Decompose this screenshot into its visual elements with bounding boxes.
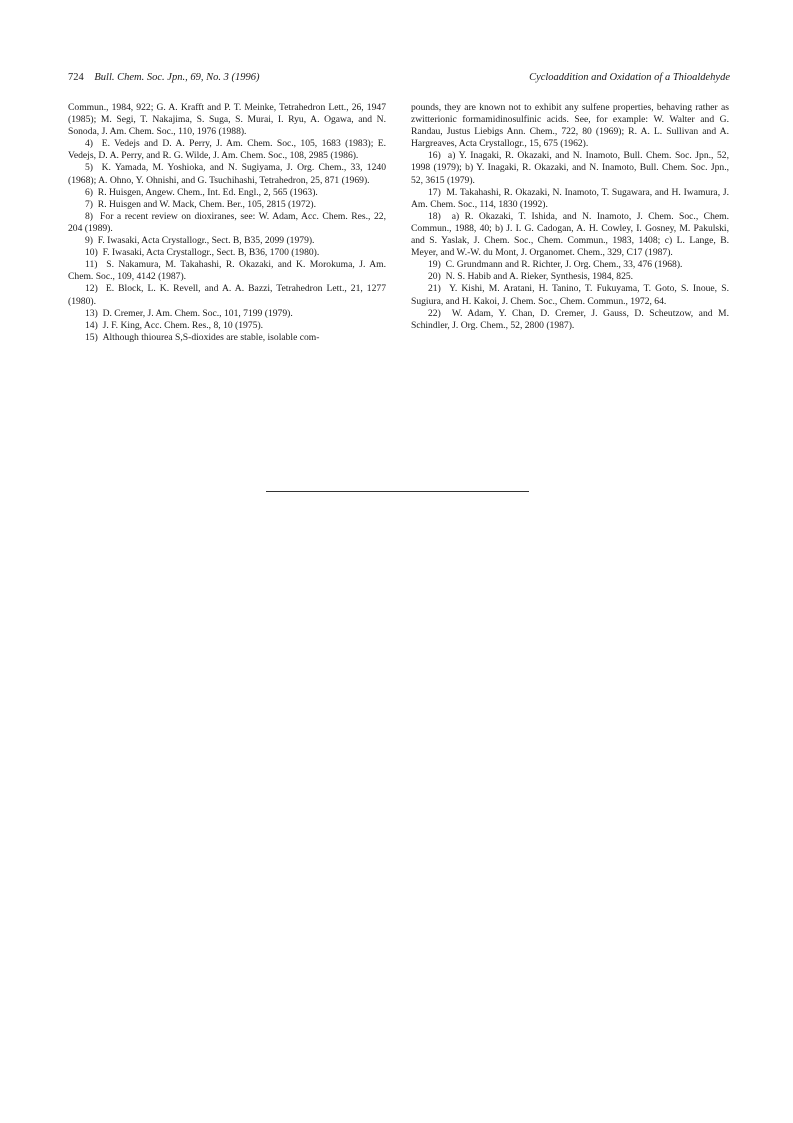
reference-entry: 17) M. Takahashi, R. Okazaki, N. Inamoto, T. Sugawara, and H. Iwamura, J. Am. Chem. Soc., 114, 1830 (1992).: [411, 186, 729, 210]
reference-entry: 6) R. Huisgen, Angew. Chem., Int. Ed. Engl., 2, 565 (1963).: [85, 186, 318, 198]
reference-entry: 22) W. Adam, Y. Chan, D. Cremer, J. Gauss, D. Scheutzow, and M. Schindler, J. Org. Chem., 52, 2800 (1987).: [411, 307, 729, 331]
references-right-column: [411, 102, 729, 332]
reference-entry: 11) S. Nakamura, M. Takahashi, R. Okazaki, and K. Morokuma, J. Am. Chem. Soc., 109, 4142 (1987).: [68, 259, 386, 283]
reference-entry: 14) J. F. King, Acc. Chem. Res., 8, 10 (1975).: [85, 319, 264, 331]
running-header: [68, 72, 730, 86]
reference-entry: pounds, they are known not to exhibit any sulfene properties, behaving rather as zwitterionic formamidinosulfinic acids. See, for example: W. Walter and G. Randau, Justus Liebigs Ann. Chem., 722, 80 (1969); R. A. L. Sullivan and A. Hargreaves, Acta Crystallogr., 15, 675 (1962).: [411, 102, 729, 150]
reference-entry: 20) N. S. Habib and A. Rieker, Synthesis, 1984, 825.: [428, 271, 634, 283]
reference-entry: 5) K. Yamada, M. Yoshioka, and N. Sugiyama, J. Org. Chem., 33, 1240 (1968); A. Ohno, Y. Ohnishi, and G. Tsuchihashi, Tetrahedron, 25, 871 (1969).: [68, 162, 386, 186]
page-number: 724: [68, 72, 84, 83]
reference-entry: 16) a) Y. Inagaki, R. Okazaki, and N. Inamoto, Bull. Chem. Soc. Jpn., 52, 1998 (1979); b) Y. Inagaki, R. Okazaki, and N. Inamoto, Bull. Chem. Soc. Jpn., 52, 3615 (1979).: [411, 150, 729, 186]
reference-entry: 15) Although thiourea S,S-dioxides are stable, isolable com-: [85, 331, 320, 343]
journal-citation: Bull. Chem. Soc. Jpn., 69, No. 3 (1996): [94, 72, 260, 83]
references-left-column: [68, 102, 386, 344]
reference-entry: 4) E. Vedejs and D. A. Perry, J. Am. Chem. Soc., 105, 1683 (1983); E. Vedejs, D. A. Perry, and R. G. Wilde, J. Am. Chem. Soc., 108, 2985 (1986).: [68, 138, 386, 162]
header-left: [68, 72, 259, 83]
reference-entry: 7) R. Huisgen and W. Mack, Chem. Ber., 105, 2815 (1972).: [85, 198, 317, 210]
reference-entry: Commun., 1984, 922; G. A. Krafft and P. T. Meinke, Tetrahedron Lett., 26, 1947 (1985); M. Segi, T. Nakajima, S. Suga, S. Murai, I. Ryu, A. Ogawa, and N. Sonoda, J. Am. Chem. Soc., 110, 1976 (1988).: [68, 102, 386, 138]
reference-entry: 19) C. Grundmann and R. Richter, J. Org. Chem., 33, 476 (1968).: [428, 259, 683, 271]
reference-entry: 18) a) R. Okazaki, T. Ishida, and N. Inamoto, J. Chem. Soc., Chem. Commun., 1988, 40; b) J. I. G. Cadogan, A. H. Cowley, I. Gosney, M. Pakulski, and S. Yaslak, J. Chem. Soc., Chem. Commun., 1983, 1408; c) L. Lange, B. Meyer, and W.-W. du Mont, J. Organomet. Chem., 329, C17 (1987).: [411, 210, 729, 259]
reference-entry: 13) D. Cremer, J. Am. Chem. Soc., 101, 7199 (1979).: [85, 307, 293, 319]
end-of-article-rule: [266, 491, 529, 492]
reference-entry: 21) Y. Kishi, M. Aratani, H. Tanino, T. Fukuyama, T. Goto, S. Inoue, S. Sugiura, and H. Kakoi, J. Chem. Soc., Chem. Commun., 1972, 64.: [411, 283, 729, 307]
reference-entry: 8) For a recent review on dioxiranes, see: W. Adam, Acc. Chem. Res., 22, 204 (1989).: [68, 210, 386, 234]
running-title: Cycloaddition and Oxidation of a Thioaldehyde: [529, 72, 730, 83]
reference-entry: 12) E. Block, L. K. Revell, and A. A. Bazzi, Tetrahedron Lett., 21, 1277 (1980).: [68, 283, 386, 307]
reference-entry: 9) F. Iwasaki, Acta Crystallogr., Sect. B, B35, 2099 (1979).: [85, 235, 315, 247]
reference-entry: 10) F. Iwasaki, Acta Crystallogr., Sect. B, B36, 1700 (1980).: [85, 247, 320, 259]
